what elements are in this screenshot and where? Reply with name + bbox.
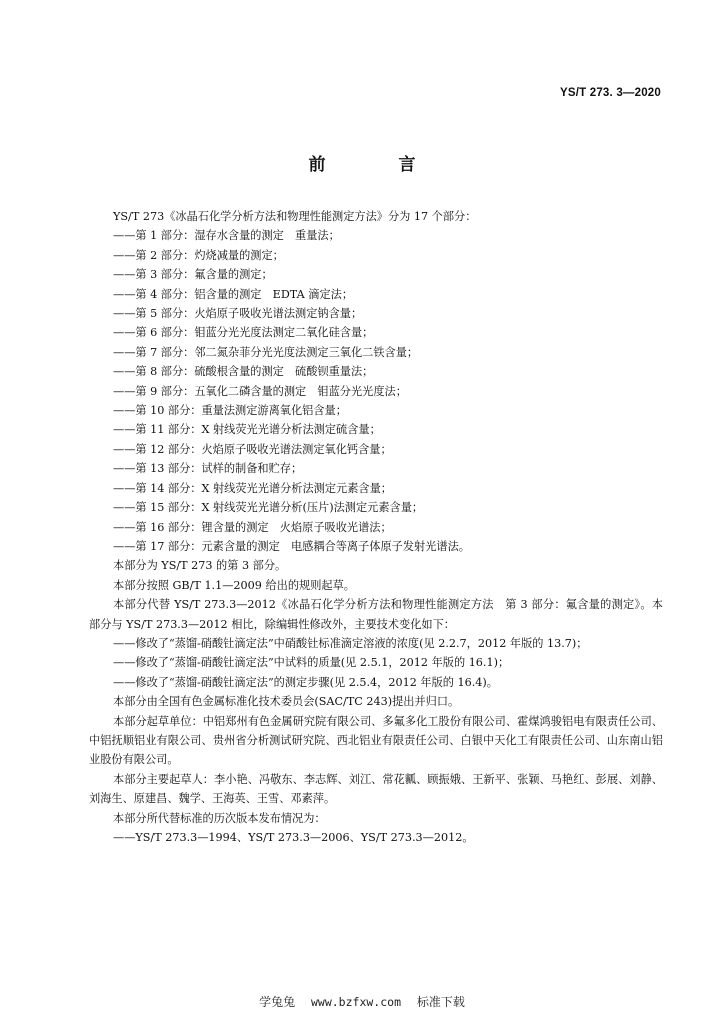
history-paragraph: 本部分所代替标准的历次版本发布情况为：: [113, 811, 326, 825]
list-item: ——修改了“蒸馏-硝酸钍滴定法”中试料的质量(见 2.5.1，2012 年版的 16.1)；: [113, 656, 510, 670]
replaces-paragraph: 本部分代替 YS/T 273.3—2012《冰晶石化学分析方法和物理性能测定方法 第 3 部分：氟含量的测定》。本部分与 YS/T 273.3—2012 相比，除编辑性修改外，主要技术变化如下：: [89, 598, 663, 631]
list-item: ——修改了“蒸馏-硝酸钍滴定法”中硝酸钍标准滴定溶液的浓度(见 2.2.7，2012 年版的 13.7)；: [113, 636, 588, 650]
list-item: ——第 10 部分：重量法测定游离氧化铝含量；: [113, 404, 347, 418]
list-item: ——修改了“蒸馏-硝酸钍滴定法”的测定步骤(见 2.5.4，2012 年版的 16.4)。: [113, 675, 498, 689]
intro-paragraph: YS/T 273《冰晶石化学分析方法和物理性能测定方法》分为 17 个部分：: [113, 210, 477, 223]
parts-list: [89, 226, 663, 556]
proposed-by-paragraph: 本部分由全国有色金属标准化技术委员会(SAC/TC 243)提出并归口。: [113, 695, 460, 709]
list-item: ——第 3 部分：氟含量的测定；: [113, 268, 273, 282]
list-item: ——第 8 部分：硫酸根含量的测定 硫酸钡重量法；: [113, 365, 374, 379]
footer-site-name: 学兔兔: [259, 995, 296, 1009]
list-item: ——第 9 部分：五氧化二磷含量的测定 钼蓝分光光度法；: [113, 384, 407, 398]
document-code: YS/T 273. 3—2020: [559, 87, 661, 99]
footer-watermark: [0, 993, 724, 1010]
history-line: ——YS/T 273.3—1994、YS/T 273.3—2006、YS/T 273.3—2012。: [113, 831, 474, 844]
list-item: ——第 11 部分：X 射线荧光光谱分析法测定硫含量；: [113, 423, 381, 437]
list-item: ——第 1 部分：湿存水含量的测定 重量法；: [113, 229, 340, 243]
list-item: ——第 4 部分：铝含量的测定 EDTA 滴定法；: [113, 287, 354, 301]
list-item: ——第 5 部分：火焰原子吸收光谱法测定钠含量；: [113, 307, 363, 321]
drafters-paragraph: 本部分主要起草人：李小艳、冯敬东、李志辉、刘江、常花瓤、顾振娥、王新平、张颖、马艳红、彭展、刘静、刘海生、原建昌、魏学、王海英、王雪、邓素萍。: [89, 772, 663, 806]
part-of-paragraph: 本部分为 YS/T 273 的第 3 部分。: [113, 559, 287, 573]
list-item: ——第 17 部分：元素含量的测定 电感耦合等离子体原子发射光谱法。: [113, 539, 470, 553]
list-item: ——第 12 部分：火焰原子吸收光谱法测定氧化钙含量；: [113, 442, 392, 456]
list-item: ——第 13 部分：试样的制备和贮存；: [113, 462, 303, 476]
list-item: ——第 16 部分：锂含量的测定 火焰原子吸收光谱法；: [113, 520, 392, 534]
drafting-rules-paragraph: 本部分按照 GB/T 1.1—2009 给出的规则起草。: [113, 578, 355, 592]
list-item: ——第 2 部分：灼烧减量的测定；: [113, 248, 284, 262]
foreword-body: [89, 207, 663, 847]
list-item: ——第 14 部分：X 射线荧光光谱分析法测定元素含量；: [113, 481, 392, 495]
footer-url[interactable]: www.bzfxw.com: [310, 995, 401, 1009]
drafting-units-paragraph: 本部分起草单位：中铝郑州有色金属研究院有限公司、多氟多化工股份有限公司、霍煤鸿骏铝电有限责任公司、中铝抚顺铝业有限公司、贵州省分析测试研究院、西北铝业有限责任公司、白银中天化工有限责任公司、山东南山铝业股份有限公司。: [89, 714, 663, 767]
list-item: ——第 15 部分：X 射线荧光光谱分析(压片)法测定元素含量；: [113, 501, 424, 515]
footer-tagline: 标准下载: [416, 995, 465, 1009]
list-item: ——第 7 部分：邻二氮杂菲分光光度法测定三氧化二铁含量；: [113, 345, 419, 359]
changes-list: [89, 634, 663, 692]
list-item: ——第 6 部分：钼蓝分光光度法测定二氧化硅含量；: [113, 326, 374, 340]
page-title: 前 言: [308, 155, 444, 175]
